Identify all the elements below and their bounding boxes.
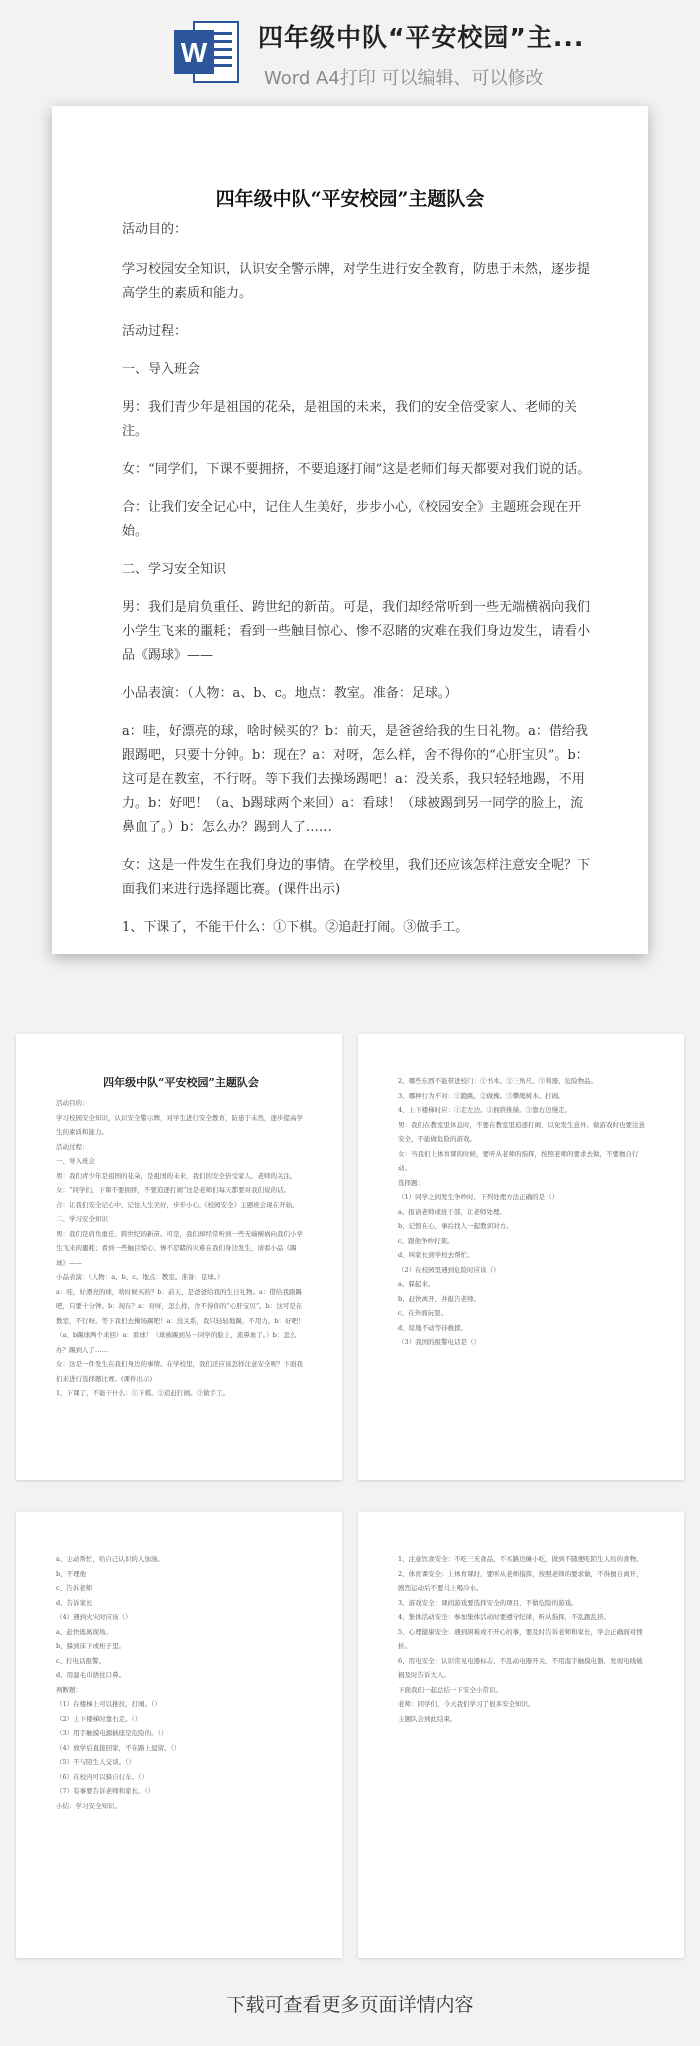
thumbnail-line: 主题队会到此结束。 bbox=[398, 1714, 457, 1723]
thumbnail-line: d、叫家长到学校去帮忙。 bbox=[398, 1251, 474, 1259]
thumbnail-line: 判断题： bbox=[56, 1685, 82, 1694]
thumbnail-line: 活动目的： bbox=[56, 1099, 89, 1107]
thumbnail-line: 男：我们是肩负重任、跨世纪的新苗。可是，我们却经常听到一些无端横祸向我们小学生飞来的噩耗；看到一些触目惊心、惨不忍睹的灾难在我们身边发生，请看小品《踢球》—— bbox=[56, 1229, 303, 1267]
paragraph: 小品表演：（人物：a、b、c。地点：教室。准备：足球。） bbox=[122, 686, 458, 701]
thumbnail-line: 活动过程： bbox=[56, 1142, 89, 1151]
main-page-body bbox=[122, 218, 592, 940]
document-title: 四年级中队“平安校园”主... bbox=[258, 23, 585, 52]
thumbnail-line: 男：我们青少年是祖国的花朵，是祖国的未来，我们的安全倍受家人、老师的关注。 bbox=[56, 1171, 297, 1180]
thumbnail-line: （2）在校园里遇到危险时应该（） bbox=[398, 1265, 500, 1274]
thumbnail-line: d、原地不动等待救援。 bbox=[398, 1323, 468, 1332]
paragraph: a：哇，好漂亮的球，啥时候买的？b：前天，是爸爸给我的生日礼物。a：借给我跟踢吧，只要十分钟。b：现在？a：对呀，怎么样，舍不得你的“心肝宝贝”。b：这可是在教室，不行呀。等下我们去操场踢吧！a：没关系，我只轻轻地踢，不用力。b：好吧！（a、b踢球两个来回）a：看球！（球被踢到另一同学的脸上，流鼻血了。）b：怎么办？踢到人了…… bbox=[122, 724, 589, 835]
thumbnail-line: c、跟他争吵打架。 bbox=[398, 1236, 454, 1245]
thumbnail-line: 小品表演：（人物：a、b、c。地点：教室。准备：足球。） bbox=[56, 1273, 224, 1281]
thumbnail-line: 二、学习安全知识 bbox=[56, 1215, 108, 1223]
thumbnail-line: 3、游戏安全：课间游戏要选择安全的项目，不做危险的游戏。 bbox=[398, 1598, 578, 1607]
thumbnail-line: 一、导入班会 bbox=[56, 1157, 95, 1165]
thumbnail-line: 6、用电安全：认识常见电器标志，不乱动电器开关，不用湿手触摸电器，发现电线破损及时告诉大人。 bbox=[398, 1656, 643, 1679]
thumbnail-line: （3）用手触摸电源插座是危险的。（） bbox=[56, 1729, 168, 1737]
thumbnail-line: a：哇，好漂亮的球，啥时候买的？b：前天，是爸爸给我的生日礼物。a：借给我跟踢吧，只要十分钟。b：现在？a：对呀，怎么样，舍不得你的“心肝宝贝”。b：这可是在教室，不行呀。等下我们去操场踢吧！a：没关系，我只轻轻地踢，不用力。b：好吧！（a、b踢球两个来回）a：看球！（球被踢到另一同学的脸上，流鼻血了。）b：怎么办？踢到人了…… bbox=[56, 1287, 305, 1354]
thumbnail-line: a、主动帮忙，给自己认识的人加油。 bbox=[56, 1555, 164, 1563]
paragraph: 一、导入班会 bbox=[122, 362, 201, 377]
thumbnail-line: d、用湿毛巾捂住口鼻。 bbox=[56, 1671, 126, 1679]
thumbnail-line: d、告诉家长 bbox=[56, 1598, 93, 1607]
paragraph: 男：我们青少年是祖国的花朵，是祖国的未来，我们的安全倍受家人、老师的关注。 bbox=[122, 400, 578, 439]
thumbnail-line: 女：当我们上体育课的时候，要听从老师的指挥，按照老师的要求去做，不要擅自行动。 bbox=[398, 1149, 639, 1172]
paragraph: 1、下课了，不能干什么：①下棋。②追赶打闹。③做手工。 bbox=[122, 920, 469, 935]
thumbnail-line: 学习校园安全知识，认识安全警示牌，对学生进行安全教育，防患于未然，逐步提高学生的素质和能力。 bbox=[56, 1113, 303, 1136]
more-pages-link[interactable]: 下载可查看更多页面详情内容 bbox=[226, 1994, 474, 2016]
thumbnail-line: c、告诉老师 bbox=[56, 1584, 93, 1592]
thumbnail-line: a、报请老师或班干部，让老师处理。 bbox=[398, 1207, 506, 1216]
paragraph: 活动过程： bbox=[122, 324, 188, 339]
paragraph: 合：让我们安全记心中，记住人生美好，步步小心,《校园安全》主题班会现在开始。 bbox=[122, 500, 582, 539]
paragraph: 学习校园安全知识，认识安全警示牌，对学生进行安全教育，防患于未然，逐步提高学生的素质和能力。 bbox=[122, 262, 591, 301]
thumbnail-line: （3）我国的报警电话是（） bbox=[398, 1338, 481, 1346]
thumbnail-line: b、躲到床下或柜子里。 bbox=[56, 1642, 126, 1650]
paragraph: 女：“同学们，下课不要拥挤，不要追逐打闹”这是老师们每天都要对我们说的话。 bbox=[122, 462, 591, 477]
paragraph: 男：我们是肩负重任、跨世纪的新苗。可是，我们却经常听到一些无端横祸向我们小学生飞来的噩耗；看到一些触目惊心、惨不忍睹的灾难在我们身边发生，请看小品《踢球》—— bbox=[122, 600, 591, 663]
paragraph: 女：这是一件发生在我们身边的事情。在学校里，我们还应该怎样注意安全呢？下面我们来进行选择题比赛。(课件出示) bbox=[122, 858, 591, 897]
thumbnail-line: 1、下课了，不能干什么：①下棋。②追赶打闹。③做手工。 bbox=[56, 1389, 230, 1397]
thumbnail-line: （6）在校内可以骑自行车。（） bbox=[56, 1772, 148, 1781]
page-thumbnail-2[interactable] bbox=[358, 1034, 684, 1480]
thumbnail-line: （1）同学之间发生争吵时，下列处理方法正确的是（） bbox=[398, 1193, 559, 1201]
thumbnail-line: （4）遇到火灾时应该（） bbox=[56, 1613, 132, 1621]
page-thumbnail-4[interactable] bbox=[358, 1512, 684, 1958]
thumbnail-line: 下面我们一起总结一下安全小常识。 bbox=[398, 1685, 502, 1694]
thumbnail-line: （5）不与陌生人交谈。（） bbox=[56, 1758, 135, 1766]
thumbnail-line: （7）有事要告诉老师和家长。（） bbox=[56, 1787, 155, 1795]
main-page-preview bbox=[52, 106, 648, 954]
thumbnail-line: 5、心理健康安全：遇到困难或不开心的事，要及时告诉老师和家长，学会正确面对挫折。 bbox=[398, 1627, 643, 1650]
thumbnail-line: （2）上下楼梯时靠右走。（） bbox=[56, 1714, 142, 1723]
thumbnail-line: 合：让我们安全记心中，记住人生美好，步步小心,《校园安全》主题班会现在开始。 bbox=[56, 1200, 299, 1209]
thumbnail-line: a、赶快逃离现场。 bbox=[56, 1627, 112, 1636]
paragraph: 活动目的： bbox=[122, 222, 188, 237]
document-subtitle: Word A4打印 可以编辑、可以修改 bbox=[264, 68, 544, 89]
thumbnail-line: 选择题： bbox=[398, 1178, 424, 1187]
thumbnail-line: a、躲起来。 bbox=[398, 1280, 435, 1288]
thumbnail-line: （4）放学后直接回家，不在路上逗留。（） bbox=[56, 1743, 181, 1752]
thumbnail-line: （1）在楼梯上可以推拉、打闹。（） bbox=[56, 1700, 161, 1708]
thumbnail-line: 女：“同学们，下课不要拥挤，不要追逐打闹”这是老师们每天都要对我们说的话。 bbox=[56, 1186, 291, 1194]
thumbnail-line: 男：我们在教室里休息时，不要在教室里追逐打闹，以免发生意外。做游戏时也要注意安全，不能做危险的游戏。 bbox=[398, 1120, 645, 1143]
thumbnail-line: 1、注意饮食安全：不吃三无食品，不买路边摊小吃，做到不随便吃陌生人给的食物。 bbox=[398, 1555, 643, 1563]
thumbnail-line: c、打电话报警。 bbox=[56, 1656, 106, 1665]
header bbox=[0, 0, 700, 100]
thumbnail-title: 四年级中队“平安校园”主题队会 bbox=[103, 1076, 259, 1089]
thumbnail-line: 2、体育课安全：上体育课时，要听从老师指挥，按照老师的要求做，不得擅自离开，剧烈运动后不要马上喝冷水。 bbox=[398, 1569, 643, 1592]
thumbnail-line: 4、上下楼梯时应：①走左边。②拥挤推搡。③靠右边慢走。 bbox=[398, 1106, 572, 1114]
word-document-icon bbox=[172, 20, 240, 84]
word-icon-letter: W bbox=[180, 37, 208, 68]
thumbnail-line: 4、集体活动安全：参加集体活动时要遵守纪律，听从指挥，不乱跑乱挤。 bbox=[398, 1613, 611, 1621]
thumbnail-line: 小结：学习安全知识。 bbox=[56, 1801, 121, 1810]
thumbnail-line: b、记恨在心，事后找人一起教训对方。 bbox=[398, 1222, 513, 1230]
main-page-title: 四年级中队“平安校园”主题队会 bbox=[215, 188, 485, 210]
thumbnail-line: 女：这是一件发生在我们身边的事情。在学校里，我们还应该怎样注意安全呢？下面我们来进行选择题比赛。(课件出示) bbox=[56, 1360, 303, 1383]
thumbnail-line: c、在外面玩耍。 bbox=[398, 1309, 448, 1317]
paragraph: 二、学习安全知识 bbox=[122, 562, 227, 577]
thumbnail-line: b、赶快离开，并报告老师。 bbox=[398, 1294, 481, 1303]
page-thumbnail-3[interactable] bbox=[16, 1512, 342, 1958]
thumbnail-line: 3、哪种行为不对：①跑跳。②做操。③攀爬树木、打闹。 bbox=[398, 1091, 565, 1100]
thumbnail-line: 2、哪些东西不能带进校门：①书本。②三角尺。③利器、危险物品。 bbox=[398, 1077, 598, 1085]
thumbnail-line: b、不理他 bbox=[56, 1569, 87, 1578]
thumbnail-line: 老师：同学们，今天我们学习了很多安全知识。 bbox=[398, 1700, 535, 1708]
page-thumbnail-1[interactable] bbox=[16, 1034, 342, 1480]
